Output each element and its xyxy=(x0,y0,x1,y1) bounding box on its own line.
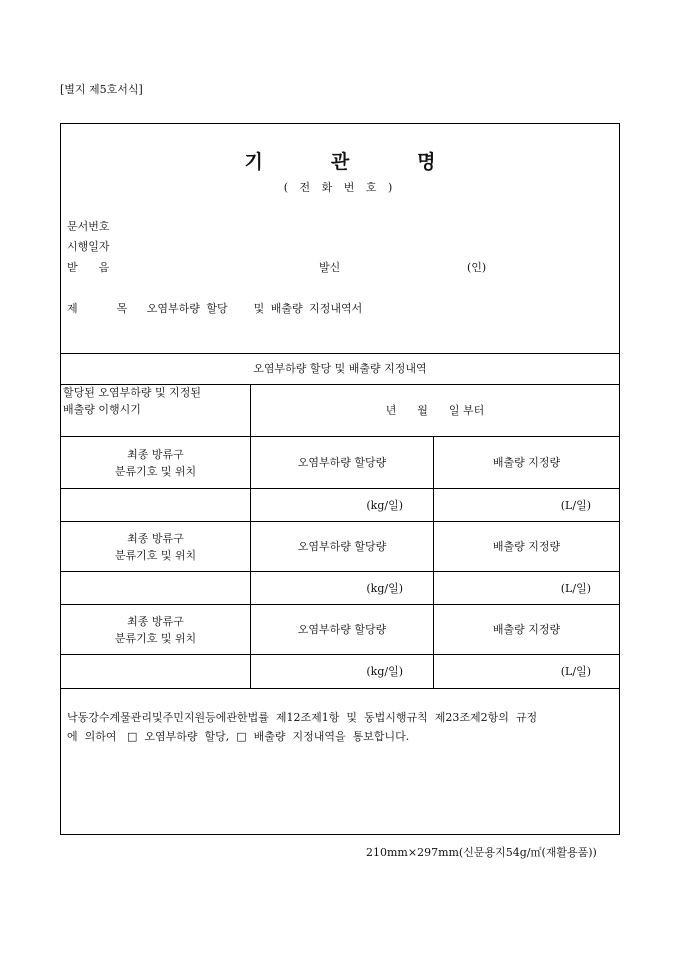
outfall-label-line2: 분류기호 및 위치 xyxy=(114,631,197,645)
recipient-label: 받 음 xyxy=(67,261,110,274)
discharge-designation-header: 배출량 지정량 xyxy=(492,456,561,469)
outfall-label-line1: 최종 방류구 xyxy=(127,531,184,545)
period-value: 년 월 일 부터 xyxy=(385,403,485,417)
discharge-unit: (L/일) xyxy=(560,581,591,595)
load-allocation-header: 오염부하량 할당량 xyxy=(251,605,434,654)
discharge-unit: (L/일) xyxy=(560,498,591,512)
form-header xyxy=(61,124,619,354)
outfall-label-line2: 분류기호 및 위치 xyxy=(114,548,197,562)
discharge-designation-header: 배출량 지정량 xyxy=(492,540,561,553)
load-allocation-header: 오염부하량 할당량 xyxy=(251,522,434,571)
outfall-label-line1: 최종 방류구 xyxy=(127,614,184,628)
title-char-1: 기 xyxy=(244,151,263,173)
discharge-designation-header: 배출량 지정량 xyxy=(492,623,561,636)
value-row-2 xyxy=(61,572,619,605)
notification-form xyxy=(60,123,620,835)
outfall-label-line2: 분류기호 및 위치 xyxy=(114,464,197,478)
legal-notice xyxy=(67,708,613,746)
outfall-label xyxy=(61,522,251,571)
outfall-value xyxy=(61,572,251,604)
value-row-1 xyxy=(61,489,619,522)
load-unit: (kg/일) xyxy=(251,655,434,688)
section-title: 오염부하량 할당 및 배출량 지정내역 xyxy=(61,353,619,385)
paper-size-note: 210mm×297mm(신문용지54g/㎡(재활용품)) xyxy=(366,846,597,859)
seal-label: (인) xyxy=(467,261,487,274)
load-unit: (kg/일) xyxy=(251,489,434,521)
period-label-line1: 할당된 오염부하량 및 지정된 xyxy=(63,386,202,399)
organization-phone: ( 전 화 번 호 ) xyxy=(283,181,397,194)
outfall-value xyxy=(61,489,251,521)
sender-label: 발신 xyxy=(319,261,341,274)
load-allocation-header: 오염부하량 할당량 xyxy=(251,437,434,488)
organization-title xyxy=(61,147,619,174)
outfall-header-row-2 xyxy=(61,522,619,572)
outfall-label-line1: 최종 방류구 xyxy=(127,447,184,461)
load-unit: (kg/일) xyxy=(251,572,434,604)
issue-date-label: 시행일자 xyxy=(67,240,110,253)
period-label-line2: 배출량 이행시기 xyxy=(63,403,141,416)
title-char-3: 명 xyxy=(417,151,436,173)
outfall-value xyxy=(61,655,251,688)
outfall-header-row-1 xyxy=(61,437,619,489)
form-number-label: [별지 제5호서식] xyxy=(60,83,143,96)
discharge-unit: (L/일) xyxy=(560,665,591,678)
subject-line: 제 목 오염부하량 할당 및 배출량 지정내역서 xyxy=(67,302,363,315)
period-label xyxy=(61,384,251,436)
value-row-3 xyxy=(61,655,619,689)
doc-number-label: 문서번호 xyxy=(67,220,110,233)
outfall-label xyxy=(61,605,251,654)
legal-notice-line2: 에 의하여 □ 오염부하량 할당, □ 배출량 지정내역을 통보합니다. xyxy=(67,730,410,743)
legal-notice-line1: 낙동강수계물관리및주민지원등에관한법률 제12조제1항 및 동법시행규칙 제23조제2항의 규정 xyxy=(67,711,538,724)
outfall-label xyxy=(61,437,251,488)
period-row xyxy=(61,384,619,437)
title-char-2: 관 xyxy=(330,151,350,173)
outfall-header-row-3 xyxy=(61,605,619,655)
